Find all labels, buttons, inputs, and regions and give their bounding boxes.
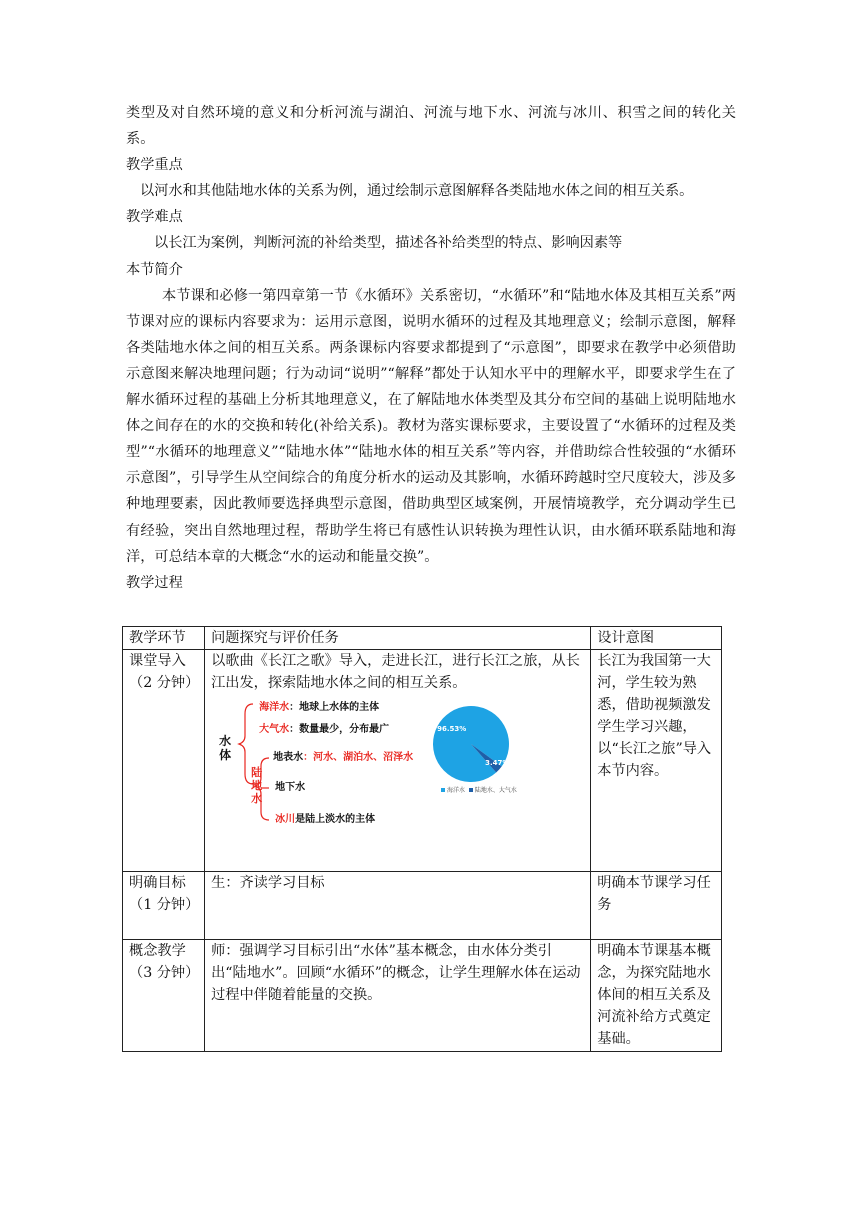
atmos-desc: ：数量最少，分布最广 xyxy=(289,724,390,735)
overview-heading: 本节简介 xyxy=(126,261,183,278)
surface-desc: ：河水、湖泊水、沼泽水 xyxy=(303,752,414,763)
row-intent: 长江为我国第一大河，学生较为熟悉，借助视频激发学生学习兴趣，以“长江之旅”导入本节内容。 xyxy=(591,650,722,872)
table-row xyxy=(123,650,722,872)
key-points-text: 以河水和其他陆地水体的关系为例，通过绘制示意图解释各类陆地水体之间的相互关系。 xyxy=(140,183,694,200)
water-body-figure xyxy=(215,700,515,838)
process-heading: 教学过程 xyxy=(126,574,183,591)
legend-swatch-land xyxy=(469,788,473,792)
glacier-desc: 是陆上淡水的主体 xyxy=(295,814,376,825)
legend-land: 陆地水、大气水 xyxy=(474,787,517,794)
water-body-root: 水体 xyxy=(219,734,232,762)
legend-swatch-ocean xyxy=(441,788,445,792)
glacier-row xyxy=(275,814,375,826)
ocean-label: 海洋水 xyxy=(259,702,290,713)
surface-row xyxy=(273,752,413,764)
legend-ocean: 海洋水 xyxy=(447,787,466,794)
overview-text: 本节课和必修一第四章第一节《水循环》关系密切，“水循环”和“陆地水体及其相互关系”两节课对应的课标内容要求为：运用示意图，说明水循环的过程及其地理意义；绘制示意图，解释各类陆地水体之间的相互关系。两条课标内容要求都提到了“示意图”，即要求在教学中必须借助示意图来解决地理问题；行为动词“说明”“解释”都处于认知水平中的理解水平，即要求学生在了解水循环过程的基础上分析其地理意义，在了解陆地水体类型及其分布空间的基础上说明陆地水体之间存在的水的交换和转化(补给关系)。教材为落实课标要求，主要设置了“水循环的过程及类型”“水循环的地理意义”“陆地水体”“陆地水体的相互关系”等内容，并借助综合性较强的“水循环示意图”，引导学生从空间综合的角度分析水的运动及其影响，水循环跨越时空尺度较大，涉及多种地理要素，因此教师要选择典型示意图，借助典型区域案例，开展情境教学，充分调动学生已有经验，突出自然地理过程，帮助学生将已有感性认识转换为理性认识，由水循环联系陆地和海洋，可总结本章的大概念“水的运动和能量交换”。 xyxy=(126,287,736,565)
process-table xyxy=(122,626,722,1052)
key-points-heading: 教学重点 xyxy=(126,157,183,174)
groundwater-label: 地下水 xyxy=(275,782,306,793)
difficulties-text: 以长江为案例，判断河流的补给类型，描述各补给类型的特点、影响因素等 xyxy=(154,235,623,252)
row-task-text: 以歌曲《长江之歌》导入，走进长江，进行长江之旅，从长江出发，探索陆地水体之间的相互关系。 xyxy=(211,653,580,691)
atmos-row xyxy=(259,724,389,736)
row-stage: 课堂导入（2 分钟） xyxy=(123,650,205,872)
land-water-label: 陆地水 xyxy=(251,766,263,805)
row-stage: 明确目标（1 分钟） xyxy=(123,872,205,940)
row-intent: 明确本节课基本概念，为探究陆地水体间的相互关系及河流补给方式奠定基础。 xyxy=(591,940,722,1052)
water-pie-chart xyxy=(421,694,521,794)
row-task: 生：齐读学习目标 xyxy=(205,872,591,940)
pie-label-land: 3.47% xyxy=(485,759,510,767)
row-task xyxy=(205,650,591,872)
row-intent: 明确本节课学习任务 xyxy=(591,872,722,940)
surface-label: 地表水 xyxy=(273,752,304,763)
pie-legend xyxy=(441,780,517,802)
difficulties-heading: 教学难点 xyxy=(126,209,183,226)
atmos-label: 大气水 xyxy=(259,724,290,735)
header-stage: 教学环节 xyxy=(123,627,205,650)
ocean-desc: ：地球上水体的主体 xyxy=(289,702,380,713)
pie-label-ocean: 96.53% xyxy=(437,725,467,733)
intro-paragraph: 类型及对自然环境的意义和分析河流与湖泊、河流与地下水、河流与冰川、积雪之间的转化关系。 xyxy=(126,105,736,148)
row-task: 师：强调学习目标引出“水体”基本概念，由水体分类引出“陆地水”。回顾“水循环”的概念，让学生理解水体在运动过程中伴随着能量的交换。 xyxy=(205,940,591,1052)
row-stage: 概念教学（3 分钟） xyxy=(123,940,205,1052)
table-header-row xyxy=(123,627,722,650)
table-row xyxy=(123,940,722,1052)
ocean-row xyxy=(259,702,379,714)
header-intent: 设计意图 xyxy=(591,627,722,650)
document-body xyxy=(126,100,736,596)
header-task: 问题探究与评价任务 xyxy=(205,627,591,650)
table-row xyxy=(123,872,722,940)
glacier-label: 冰川 xyxy=(275,814,296,825)
